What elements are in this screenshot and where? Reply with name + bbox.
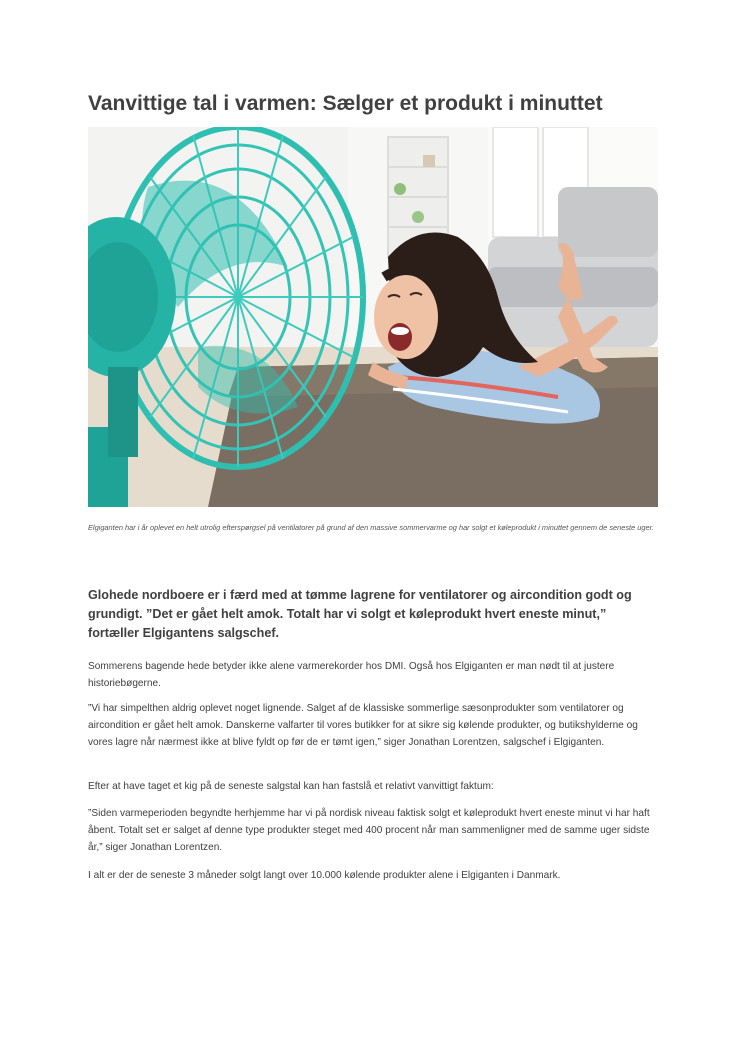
article-lead: Glohede nordboere er i færd med at tømme lagrene for ventilatorer og aircondition godt og grundigt. ”Det er gået helt amok. Totalt har vi solgt et køleprodukt hvert eneste minut,” fortæller Elgigantens salgschef.	[88, 588, 632, 640]
body-paragraph-4: ”Siden varmeperioden begyndte herhjemme har vi på nordisk niveau faktisk solgt et køleprodukt hvert eneste minut vi har haft åbent. Totalt set er salget af denne type produkter steget med 400 procent når man sammenligner med de samme uger sidste år,” siger Jonathan Lorentzen.	[88, 808, 650, 853]
body-paragraph-1: Sommerens bagende hede betyder ikke alene varmerekorder hos DMI. Også hos Elgiganten er man nødt til at justere historiebøgerne.	[88, 661, 615, 689]
body-paragraph-5: I alt er der de seneste 3 måneder solgt langt over 10.000 kølende produkter alene i Elgiganten i Danmark.	[88, 870, 561, 881]
article-photo	[88, 127, 658, 507]
article-title: Vanvittige tal i varmen: Sælger et produkt i minuttet	[88, 92, 603, 115]
photo-caption: Elgiganten har i år oplevet en helt utrolig efterspørgsel på ventilatorer på grund af den massive sommervarme og har solgt et køleprodukt i minuttet gennem de seneste uger.	[88, 523, 654, 532]
photo-girl-with-fan	[88, 127, 658, 507]
body-paragraph-3: Efter at have taget et kig på de seneste salgstal kan han fastslå et relativt vanvittigt faktum:	[88, 781, 494, 792]
body-paragraph-2: ”Vi har simpelthen aldrig oplevet noget lignende. Salget af de klassiske sommerlige sæsonprodukter som ventilatorer og aircondition er gået helt amok. Danskerne valfarter til vores butikker for at sikre sig kølende produkter, og butikshylderne og vores lagre når nærmest ikke at blive fyldt op før de er tømt igen,” siger Jonathan Lorentzen, salgschef i Elgiganten.	[88, 703, 638, 748]
